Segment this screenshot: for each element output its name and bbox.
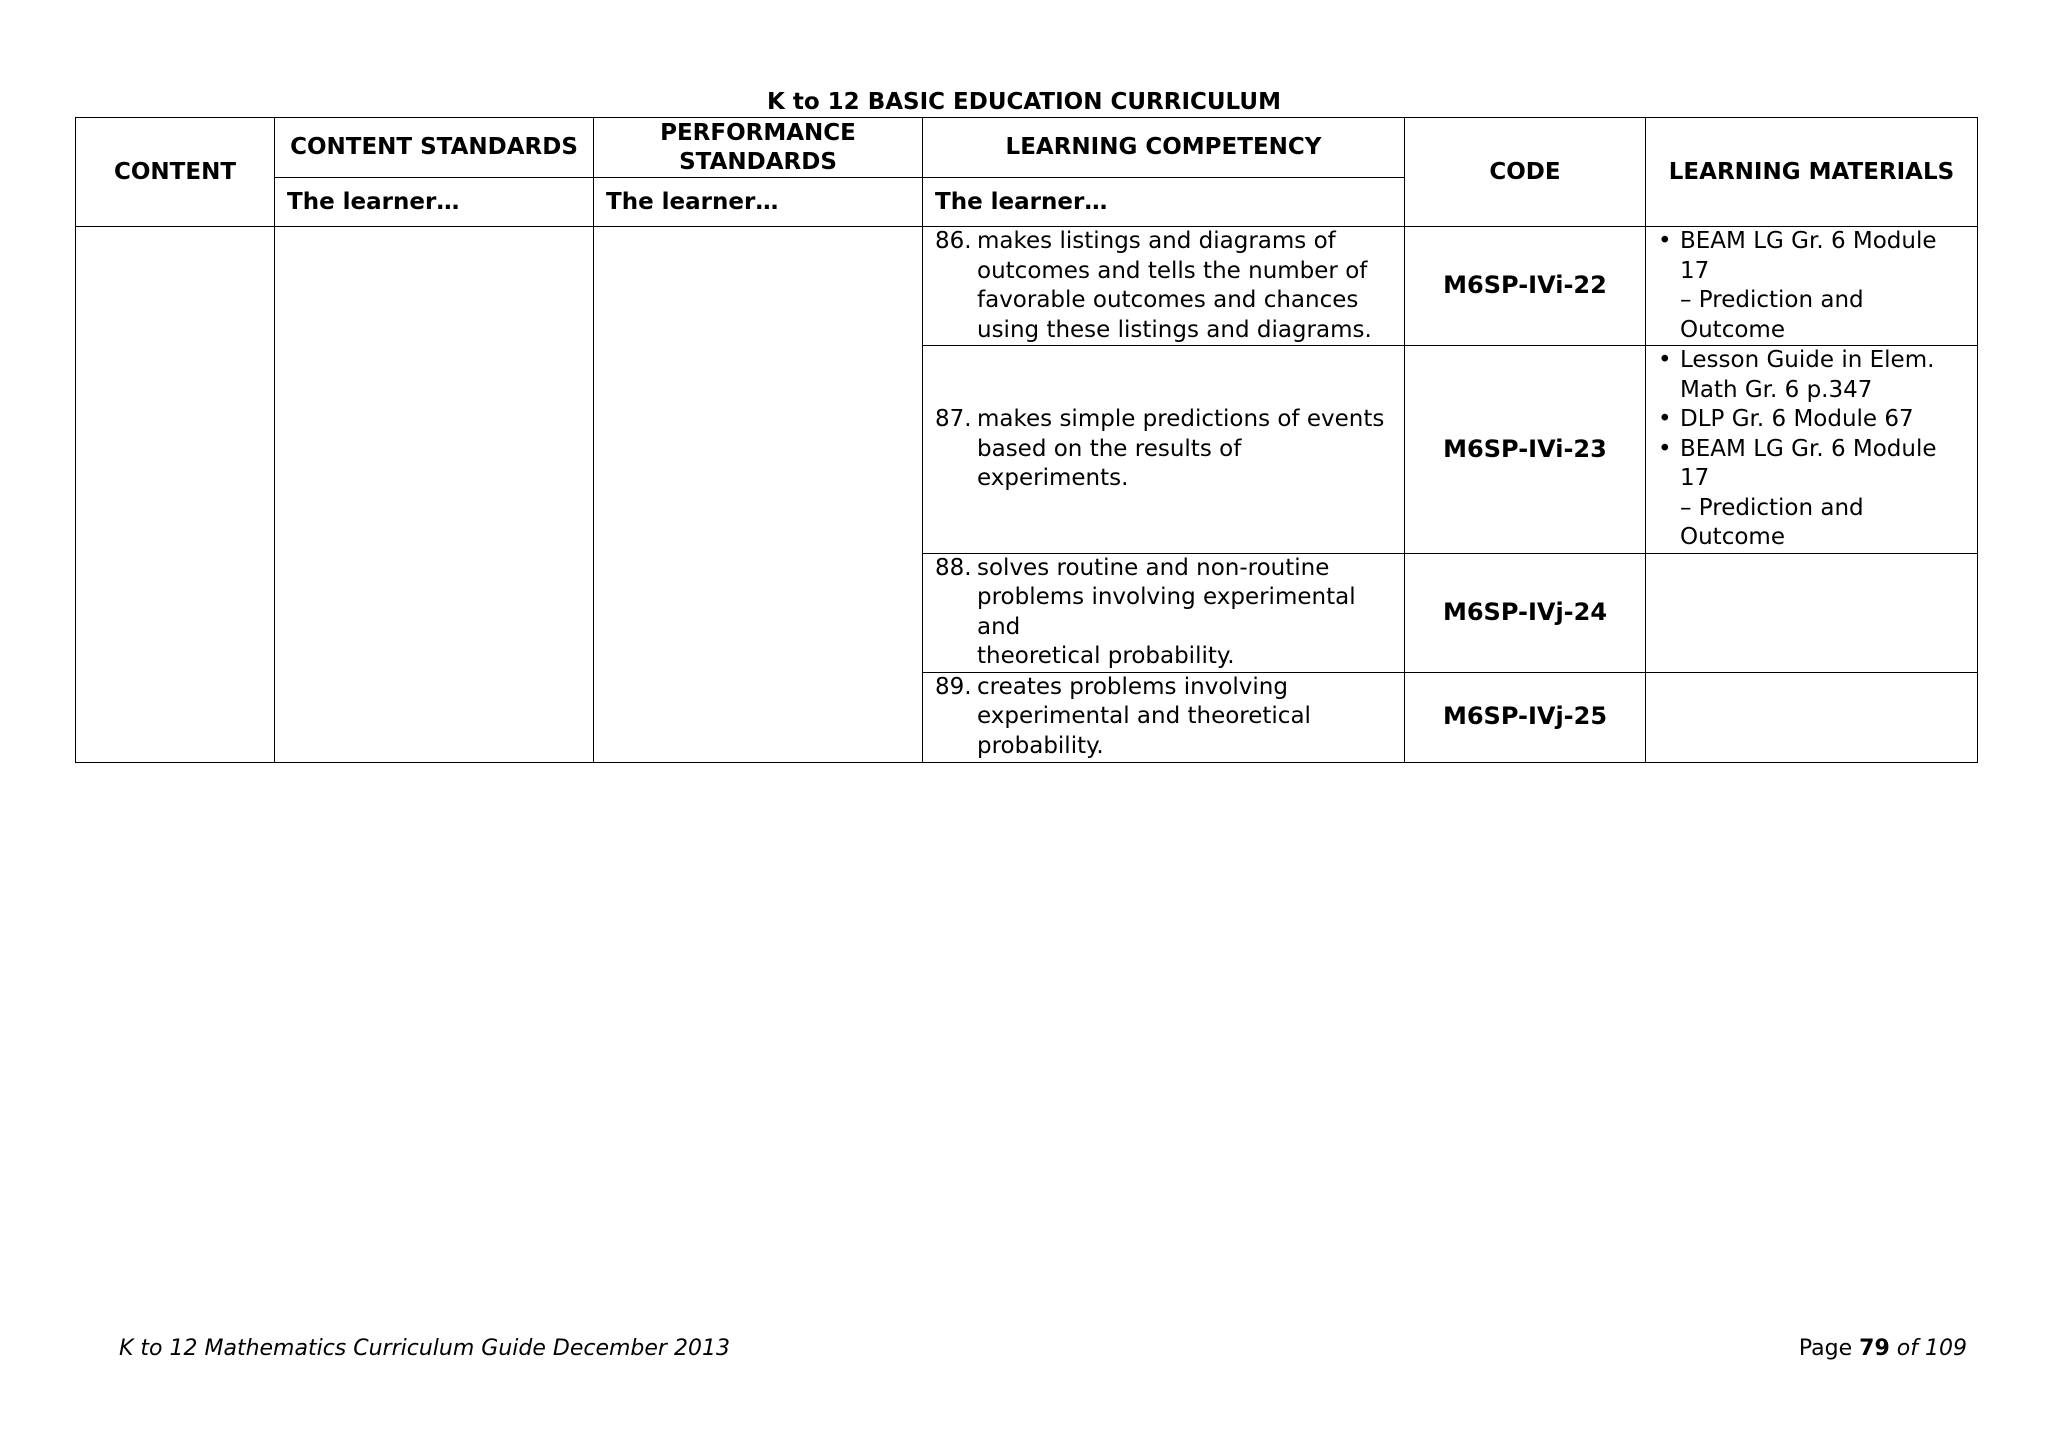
competency-cell [923, 553, 1405, 672]
material-item: • Lesson Guide in Elem. Math Gr. 6 p.347 [1658, 347, 1935, 403]
competency-cell [923, 346, 1405, 554]
competency-text-line: makes simple predictions of events [977, 406, 1385, 432]
content-standards-cell [275, 227, 594, 763]
code-cell: M6SP-IVi-23 [1405, 346, 1646, 554]
competency-number: 86. [935, 228, 972, 254]
code-cell: M6SP-IVi-22 [1405, 227, 1646, 346]
material-item: • BEAM LG Gr. 6 Module 17 – Prediction and Outcome [1658, 435, 1937, 550]
materials-cell [1646, 672, 1978, 762]
bullet-icon: • [1658, 228, 1672, 254]
subheader-learning-competency: The learner… [923, 178, 1405, 227]
competency-text-line: favorable outcomes and chances [977, 287, 1359, 313]
competency-text-line: creates problems involving [977, 673, 1288, 700]
header-content: CONTENT [76, 118, 275, 227]
competency-text-line: outcomes and tells the number of [977, 257, 1368, 284]
performance-standards-cell [594, 227, 923, 763]
competency-text-line: problems involving experimental and [977, 584, 1356, 640]
competency-text-line: probability. [977, 732, 1104, 759]
competency-text-line: makes listings and diagrams of [977, 228, 1336, 254]
bullet-icon: • [1658, 406, 1672, 432]
competency-text-line: solves routine and non-routine [977, 554, 1330, 581]
materials-cell [1646, 227, 1978, 346]
competency-number: 87. [935, 406, 972, 432]
subheader-performance-standards: The learner… [594, 178, 923, 227]
material-item: • BEAM LG Gr. 6 Module 17 – Prediction and Outcome [1658, 228, 1937, 343]
code-cell: M6SP-IVj-24 [1405, 553, 1646, 672]
code-cell: M6SP-IVj-25 [1405, 672, 1646, 762]
competency-text-line: using these listings and diagrams. [977, 316, 1372, 343]
curriculum-table [75, 117, 1978, 763]
footer-document-name: K to 12 Mathematics Curriculum Guide December 2013 [119, 1336, 730, 1361]
document-title: K to 12 BASIC EDUCATION CURRICULUM [767, 89, 1281, 115]
page-number: 79 [1859, 1336, 1890, 1361]
competency-cell [923, 672, 1405, 762]
materials-cell [1646, 346, 1978, 554]
header-content-standards: CONTENT STANDARDS [275, 118, 594, 178]
bullet-icon: • [1658, 347, 1672, 373]
page-total: of 109 [1896, 1336, 1967, 1361]
content-cell [76, 227, 275, 763]
bullet-icon: • [1658, 435, 1672, 462]
header-learning-competency: LEARNING COMPETENCY [923, 118, 1405, 178]
competency-text-line: theoretical probability. [977, 643, 1235, 669]
materials-cell [1646, 553, 1978, 672]
material-item: • DLP Gr. 6 Module 67 [1658, 405, 1965, 435]
competency-text-line: experimental and theoretical [977, 703, 1311, 730]
footer-page-info [1799, 1336, 1967, 1361]
competency-number: 89. [935, 673, 972, 700]
table-row [76, 227, 1978, 346]
competency-text-line: based on the results of experiments. [977, 435, 1242, 491]
subheader-content-standards: The learner… [275, 178, 594, 227]
header-performance-standards: PERFORMANCE STANDARDS [594, 118, 923, 178]
header-learning-materials: LEARNING MATERIALS [1646, 118, 1978, 227]
page-label: Page [1798, 1336, 1853, 1361]
competency-cell [923, 227, 1405, 346]
header-code: CODE [1405, 118, 1646, 227]
competency-number: 88. [935, 554, 972, 581]
